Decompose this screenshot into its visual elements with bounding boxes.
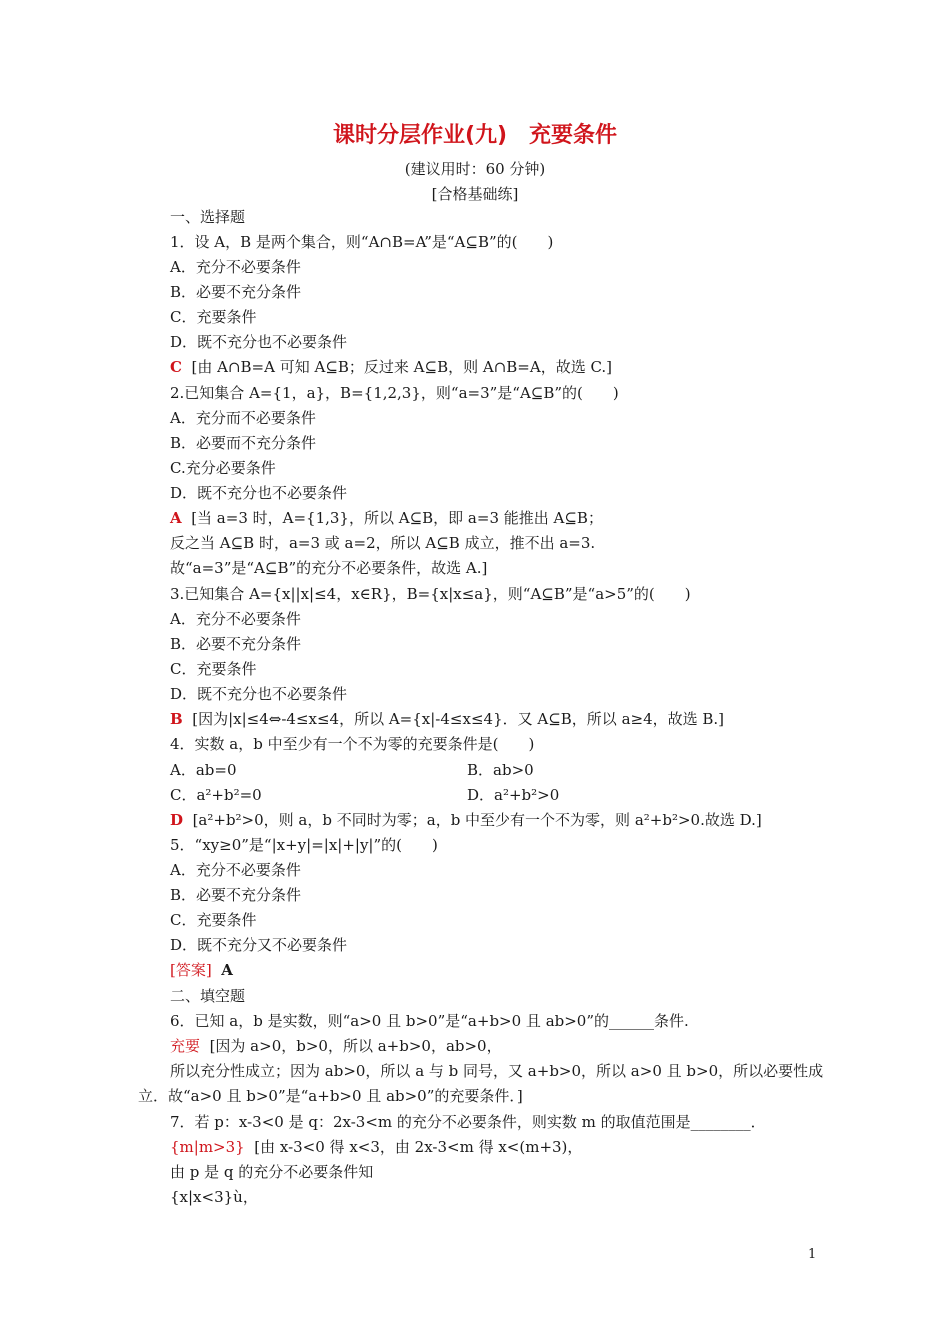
q1-explanation: [由 A∩B=A 可知 A⊆B；反过来 A⊆B，则 A∩B=A，故选 C.] xyxy=(191,358,613,376)
q1-stem: 1．设 A，B 是两个集合，则“A∩B=A”是“A⊆B”的( ) xyxy=(170,233,554,251)
q4-option-b: B．ab>0 xyxy=(467,761,534,779)
q1-answer: C xyxy=(170,358,182,376)
q5-answer-line xyxy=(170,960,233,980)
q5-option-d: D．既不充分又不必要条件 xyxy=(170,936,348,954)
level-heading: [合格基础练] xyxy=(431,185,519,203)
q4-answer-line xyxy=(170,810,762,830)
q2-option-a: A．充分而不必要条件 xyxy=(170,409,316,427)
section-heading-choice: 一、选择题 xyxy=(170,208,246,226)
q3-option-c: C．充要条件 xyxy=(170,660,257,678)
q1-answer-line xyxy=(170,357,612,377)
q6-stem: 6．已知 a，b 是实数，则“a>0 且 b>0”是“a+b>0 且 ab>0”的______条件. xyxy=(170,1012,689,1030)
q7-explanation-1: [由 x-3<0 得 x<3，由 2x-3<m 得 x<(m+3)， xyxy=(254,1138,583,1156)
page-title: 课时分层作业(九) 充要条件 xyxy=(332,123,618,148)
q3-stem: 3.已知集合 A={x||x|≤4，x∈R}，B={x|x≤a}，则“A⊆B”是“a>5”的( ) xyxy=(170,585,691,603)
q4-option-c: C．a²+b²=0 xyxy=(170,786,262,804)
q2-explanation-1: [当 a=3 时，A={1,3}，所以 A⊆B，即 a=3 能推出 A⊆B； xyxy=(191,509,603,527)
q2-explanation-2: 反之当 A⊆B 时，a=3 或 a=2，所以 A⊆B 成立，推不出 a=3. xyxy=(170,534,596,552)
q2-answer: A xyxy=(170,509,182,527)
q6-answer: 充要 xyxy=(170,1037,201,1055)
q7-explanation-2: 由 p 是 q 的充分不必要条件知 xyxy=(170,1163,374,1181)
q4-option-d: D．a²+b²>0 xyxy=(467,786,560,804)
q2-explanation-3: 故“a=3”是“A⊆B”的充分不必要条件，故选 A.] xyxy=(170,559,488,577)
q1-option-a: A．充分不必要条件 xyxy=(170,258,301,276)
q5-answer-label: [答案] xyxy=(170,961,212,979)
q1-option-c: C．充要条件 xyxy=(170,308,257,326)
q4-answer: D xyxy=(170,811,184,829)
q3-answer: B xyxy=(170,710,183,728)
q6-answer-line xyxy=(170,1036,502,1056)
q7-stem: 7．若 p：x-3<0 是 q：2x-3<m 的充分不必要条件，则实数 m 的取值范围是________． xyxy=(170,1113,766,1131)
q3-option-a: A．充分不必要条件 xyxy=(170,610,301,628)
q5-option-a: A．充分不必要条件 xyxy=(170,861,301,879)
q2-answer-line xyxy=(170,508,603,528)
q4-option-a: A．ab=0 xyxy=(170,761,237,779)
q4-stem: 4．实数 a，b 中至少有一个不为零的充要条件是( ) xyxy=(170,735,535,753)
q2-stem: 2.已知集合 A={1，a}，B={1,2,3}，则“a=3”是“A⊆B”的( ) xyxy=(170,384,619,402)
q3-explanation: [因为|x|≤4⇔-4≤x≤4，所以 A={x|-4≤x≤4}．又 A⊆B，所以 a≥4，故选 B.] xyxy=(192,710,725,728)
section-heading-fill: 二、填空题 xyxy=(170,987,246,1005)
q1-option-b: B．必要不充分条件 xyxy=(170,283,302,301)
q3-option-b: B．必要不充分条件 xyxy=(170,635,302,653)
q5-option-c: C．充要条件 xyxy=(170,911,257,929)
q4-explanation: [a²+b²>0，则 a，b 不同时为零；a，b 中至少有一个不为零，则 a²+b²>0.故选 D.] xyxy=(192,811,762,829)
q7-explanation-3: {x|x<3}ù， xyxy=(170,1188,258,1206)
q5-answer: A xyxy=(221,961,233,979)
q5-stem: 5．“xy≥0”是“|x+y|=|x|+|y|”的( ) xyxy=(170,836,438,854)
q1-option-d: D．既不充分也不必要条件 xyxy=(170,333,348,351)
q3-option-d: D．既不充分也不必要条件 xyxy=(170,685,348,703)
q5-option-b: B．必要不充分条件 xyxy=(170,886,302,904)
q6-explanation-1: [因为 a>0，b>0，所以 a+b>0，ab>0， xyxy=(209,1037,502,1055)
q2-option-b: B．必要而不充分条件 xyxy=(170,434,317,452)
q2-option-d: D．既不充分也不必要条件 xyxy=(170,484,348,502)
q6-explanation-2: 所以充分性成立；因为 ab>0，所以 a 与 b 同号，又 a+b>0，所以 a>0 且 b>0，所以必要性成 xyxy=(170,1062,824,1080)
q6-explanation-3: 立．故“a>0 且 b>0”是“a+b>0 且 ab>0”的充要条件．] xyxy=(138,1087,523,1105)
q7-answer-line xyxy=(170,1137,582,1157)
q3-answer-line xyxy=(170,709,724,729)
time-suggestion: (建议用时：60 分钟) xyxy=(404,160,546,178)
q2-option-c: C.充分必要条件 xyxy=(170,459,276,477)
q7-answer: {m|m>3} xyxy=(170,1138,245,1156)
page-number: 1 xyxy=(808,1247,817,1262)
